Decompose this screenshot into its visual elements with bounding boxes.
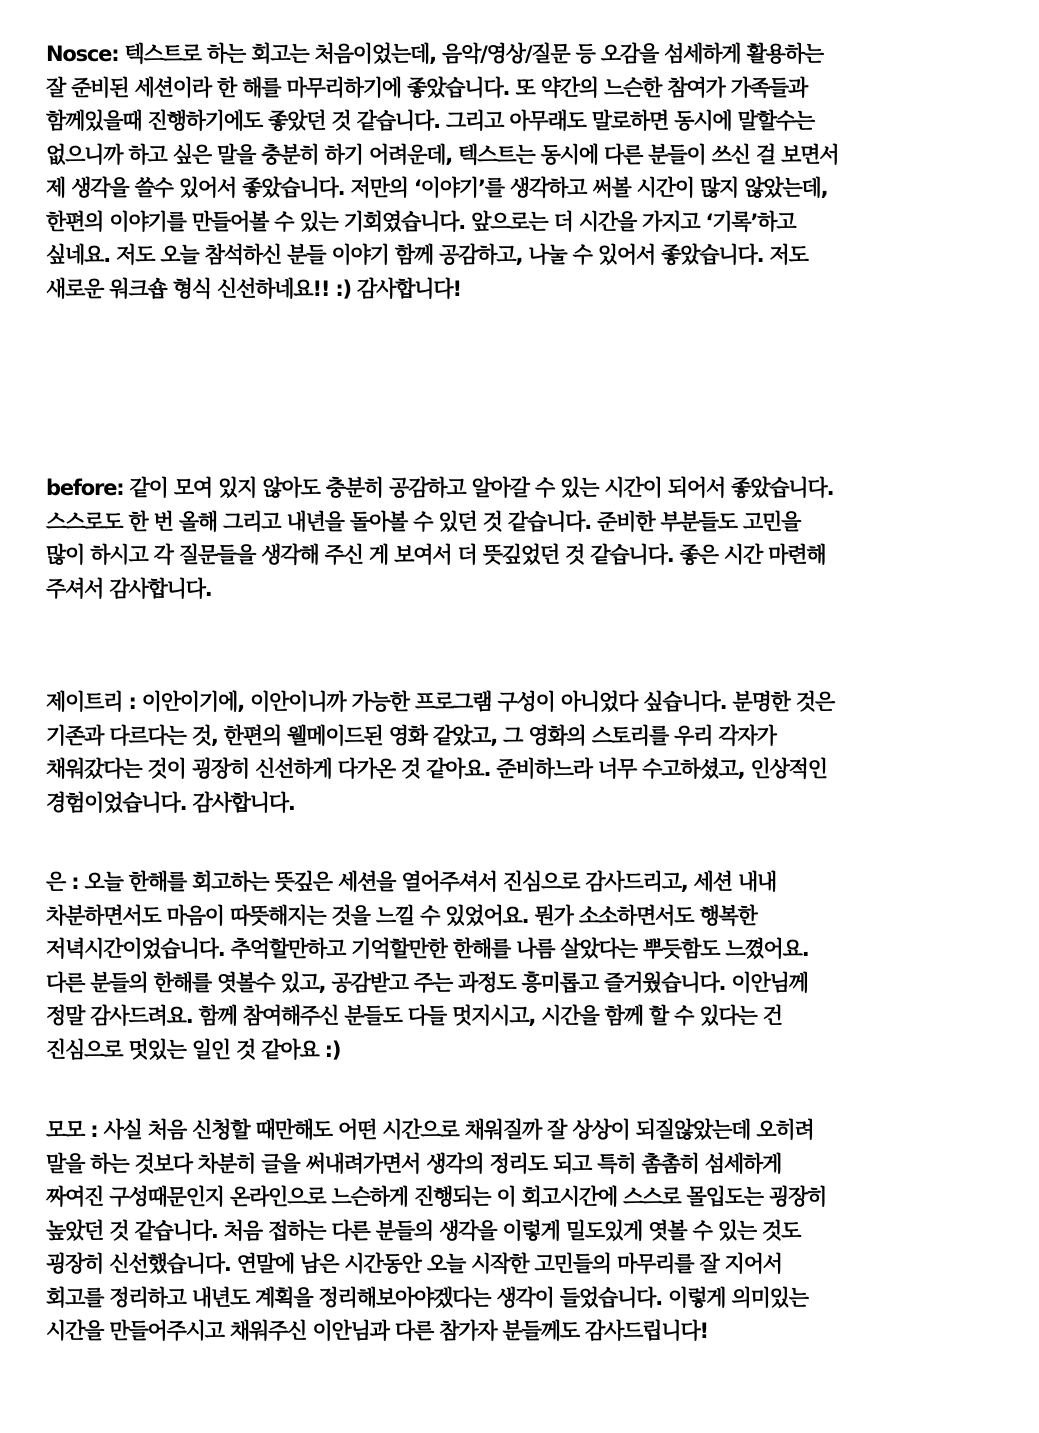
comment-line: 기존과 다르다는 것, 한편의 웰메이드된 영화 같았고, 그 영화의 스토리를 우리 각자가	[46, 723, 776, 748]
comment-line: 저녁시간이었습니다. 추억할만하고 기억할만한 한해를 나름 살았다는 뿌듯함도 느꼈어요.	[46, 937, 809, 961]
comment-line: 진심으로 멋있는 일인 것 같아요 :)	[46, 1037, 341, 1062]
comment-line: 높았던 것 같습니다. 처음 접하는 다른 분들의 생각을 이렇게 밀도있게 엿볼 수 있는 것도	[46, 1218, 801, 1243]
comment-line: 굉장히 신선했습니다. 연말에 남은 시간동안 오늘 시작한 고민들의 마무리를 잘 지어서	[46, 1252, 782, 1276]
comment-line: 회고를 정리하고 내년도 계획을 정리해보아야겠다는 생각이 들었습니다. 이렇게 의미있는	[46, 1285, 808, 1310]
comment-eun	[46, 866, 1006, 1067]
comment-before	[46, 472, 1006, 606]
comment-line: 다른 분들의 한해를 엿볼수 있고, 공감받고 주는 과정도 흥미롭고 즐거웠습니다. 이안님께	[46, 970, 808, 995]
comment-line: 주셔서 감사합니다.	[46, 576, 212, 601]
comment-line: 함께있을때 진행하기에도 좋았던 것 같습니다. 그리고 아무래도 말로하면 동시에 말할수는	[46, 109, 814, 133]
comment-line: 제 생각을 쓸수 있어서 좋았습니다. 저만의 ‘이야기’를 생각하고 써볼 시간이 많지 않았는데,	[46, 176, 828, 200]
comment-line: 제이트리 : 이안이기에, 이안이니까 가능한 프로그램 구성이 아니었다 싶습니다. 분명한 것은	[46, 690, 835, 714]
comment-line: 차분하면서도 마음이 따뜻해지는 것을 느낄 수 있었어요. 뭔가 소소하면서도 행복한	[46, 903, 757, 928]
comment-line: 한편의 이야기를 만들어볼 수 있는 기회였습니다. 앞으로는 더 시간을 가지고 ‘기록’하고	[46, 209, 796, 234]
comment-line: 많이 하시고 각 질문들을 생각해 주신 게 보여서 더 뜻깊었던 것 같습니다. 좋은 시간 마련해	[46, 543, 826, 567]
comment-line: before: 같이 모여 있지 않아도 충분히 공감하고 알아갈 수 있는 시간이 되어서 좋았습니다.	[46, 476, 834, 500]
comment-line: 말을 하는 것보다 차분히 글을 써내려가면서 생각의 정리도 되고 특히 촘촘히 섬세하게	[46, 1151, 782, 1176]
comment-momo	[46, 1114, 1006, 1349]
comment-line: 없으니까 하고 싶은 말을 충분히 하기 어려운데, 텍스트는 동시에 다른 분들이 쓰신 걸 보면서	[46, 142, 839, 167]
comment-line: 잘 준비된 세션이라 한 해를 마무리하기에 좋았습니다. 또 약간의 느슨한 참여가 가족들과	[46, 75, 808, 100]
comment-line: 모모 : 사실 처음 신청할 때만해도 어떤 시간으로 채워질까 잘 상상이 되질않았는데 오히려	[46, 1118, 814, 1142]
comment-line: 스스로도 한 번 올해 그리고 내년을 돌아볼 수 있던 것 같습니다. 준비한 부분들도 고민을	[46, 509, 801, 534]
comment-line: 시간을 만들어주시고 채워주신 이안님과 다른 참가자 분들께도 감사드립니다!	[46, 1319, 708, 1343]
comment-jtree	[46, 686, 1006, 820]
comment-line: 경험이었습니다. 감사합니다.	[46, 790, 295, 815]
comment-line: 은 : 오늘 한해를 회고하는 뜻깊은 세션을 열어주셔서 진심으로 감사드리고, 세션 내내	[46, 870, 777, 894]
comment-line: 싶네요. 저도 오늘 참석하신 분들 이야기 함께 공감하고, 나눌 수 있어서 좋았습니다. 저도	[46, 243, 808, 267]
comment-line: 새로운 워크숍 형식 신선하네요!! :) 감사합니다!	[46, 276, 461, 301]
comment-line: 짜여진 구성때문인지 온라인으로 느슨하게 진행되는 이 회고시간에 스스로 몰입도는 굉장히	[46, 1185, 827, 1209]
comment-line: 채워갔다는 것이 굉장히 신선하게 다가온 것 같아요. 준비하느라 너무 수고하셨고, 인상적인	[46, 757, 827, 781]
comment-line: 정말 감사드려요. 함께 참여해주신 분들도 다들 멋지시고, 시간을 함께 할 수 있다는 건	[46, 1004, 782, 1028]
comment-line: Nosce: 텍스트로 하는 회고는 처음이었는데, 음악/영상/질문 등 오감을 섬세하게 활용하는	[46, 42, 823, 66]
comment-nosce	[46, 38, 1006, 306]
